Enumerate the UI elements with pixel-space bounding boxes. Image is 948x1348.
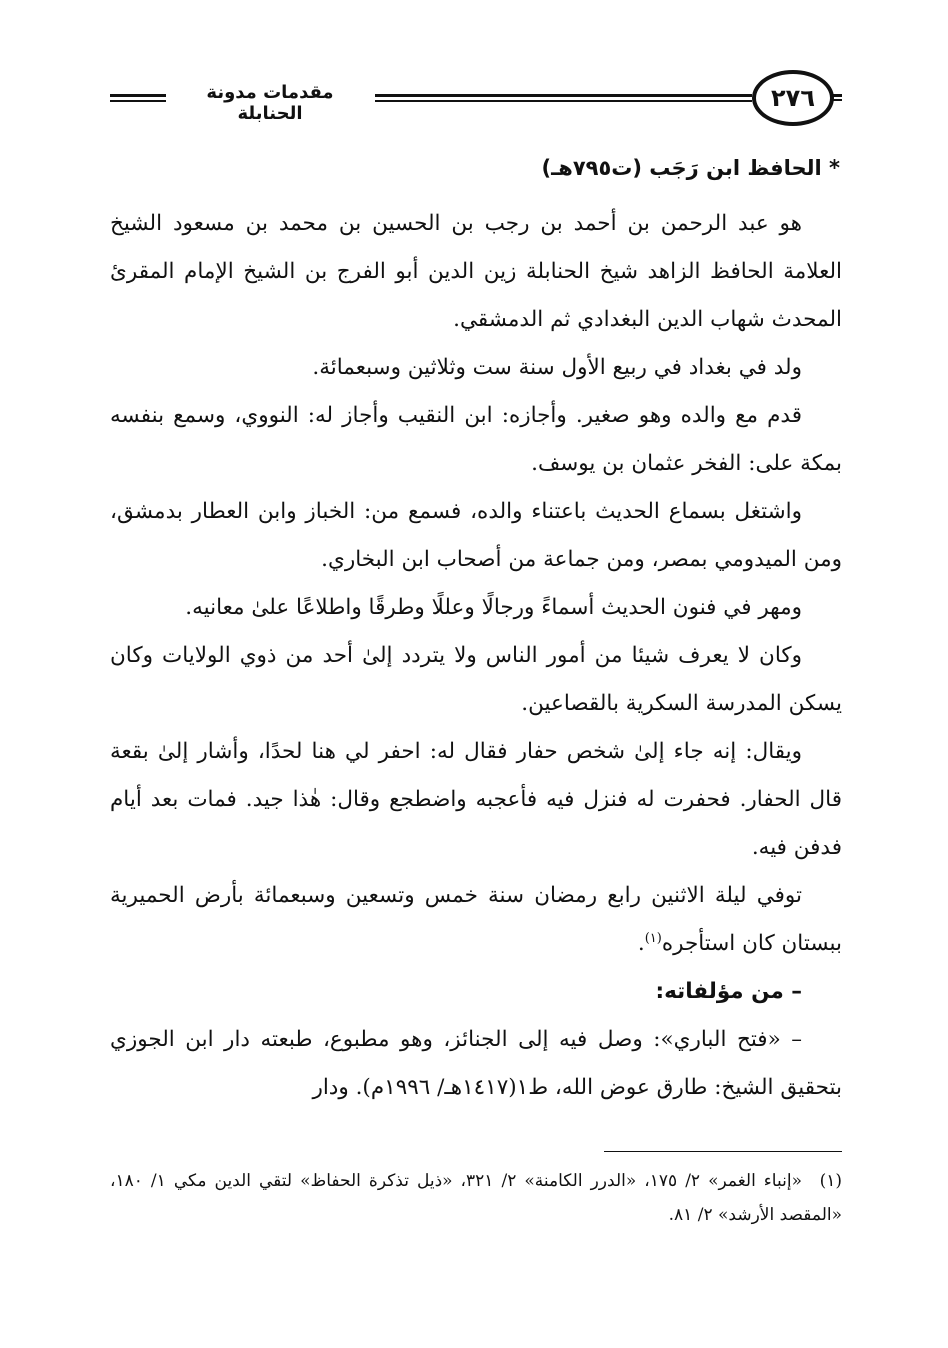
body-text xyxy=(110,200,842,1112)
paragraph-arrival: قدم مع والده وهو صغير. وأجازه: ابن النقيب وأجاز له: النووي، وسمع بنفسه بمكة على: الفخر عثمان بن يوسف. xyxy=(110,403,842,476)
running-title: مقدمات مدونة الحنابلة xyxy=(206,82,334,124)
paragraph-mastery: ومهر في فنون الحديث أسماءً ورجالًا وعللًا وطرقًا واطلاعًا علىٰ معانيه. xyxy=(185,595,802,620)
death-text-end: . xyxy=(637,931,645,956)
paragraph-death xyxy=(110,872,842,968)
book-page xyxy=(110,60,842,1300)
paragraph-character: وكان لا يعرف شيئا من أمور الناس ولا يتردد إلىٰ أحد من ذوي الولايات وكان يسكن المدرسة السكرية بالقصاعين. xyxy=(110,643,842,716)
footnotes xyxy=(110,1164,842,1232)
page-header xyxy=(110,70,842,130)
footnote-text: «إنباء الغمر» ٢/ ١٧٥، «الدرر الكامنة» ٢/ ٣٢١، «ذيل تذكرة الحفاظ» لتقي الدين مكي ١/ ١٨٠، «المقصد الأرشد» ٢/ ٨١. xyxy=(110,1171,842,1225)
footnote-reference: (١) xyxy=(644,930,662,946)
section-heading: * الحافظ ابن رَجَب (ت٧٩٥هـ) xyxy=(541,156,840,180)
page-number: ٢٧٦ xyxy=(752,70,834,126)
footnote-separator xyxy=(604,1151,842,1152)
paragraph-study: واشتغل بسماع الحديث باعتناء والده، فسمع من: الخباز وابن العطار بدمشق، ومن الميدومي بمصر، ومن جماعة من أصحاب ابن البخاري. xyxy=(110,499,842,572)
paragraph-anecdote: ويقال: إنه جاء إلىٰ شخص حفار فقال له: احفر لي هنا لحدًا، وأشار إلىٰ بقعة قال الحفار. فحفرت له فنزل فيه فأعجبه واضطجع وقال: هٰذا جيد. فمات بعد أيام فدفن فيه. xyxy=(110,739,842,860)
footnote xyxy=(110,1164,842,1232)
paragraph-birth: ولد في بغداد في ربيع الأول سنة ست وثلاثين وسبعمائة. xyxy=(312,355,802,380)
works-item-fath-al-bari: – «فتح الباري»: وصل فيه إلى الجنائز، وهو مطبوع، طبعته دار ابن الجوزي بتحقيق الشيخ: طارق عوض الله، ط١(١٤١٧هـ/ ١٩٩٦م). ودار xyxy=(110,1027,842,1100)
paragraph-lineage: هو عبد الرحمن بن أحمد بن رجب بن الحسين بن محمد بن مسعود الشيخ العلامة الحافظ الزاهد شيخ الحنابلة زين الدين أبو الفرج بن الشيخ الإمام المقرئ المحدث شهاب الدين البغدادي ثم الدمشقي. xyxy=(110,211,842,332)
death-text: توفي ليلة الاثنين رابع رمضان سنة خمس وتسعين وسبعمائة بأرض الحميرية ببستان كان استأجره xyxy=(110,883,842,956)
footnote-number: (١) xyxy=(819,1171,842,1191)
works-subheading: – من مؤلفاته: xyxy=(655,979,802,1004)
header-rule-left xyxy=(110,94,166,102)
header-rule-middle xyxy=(375,94,752,102)
